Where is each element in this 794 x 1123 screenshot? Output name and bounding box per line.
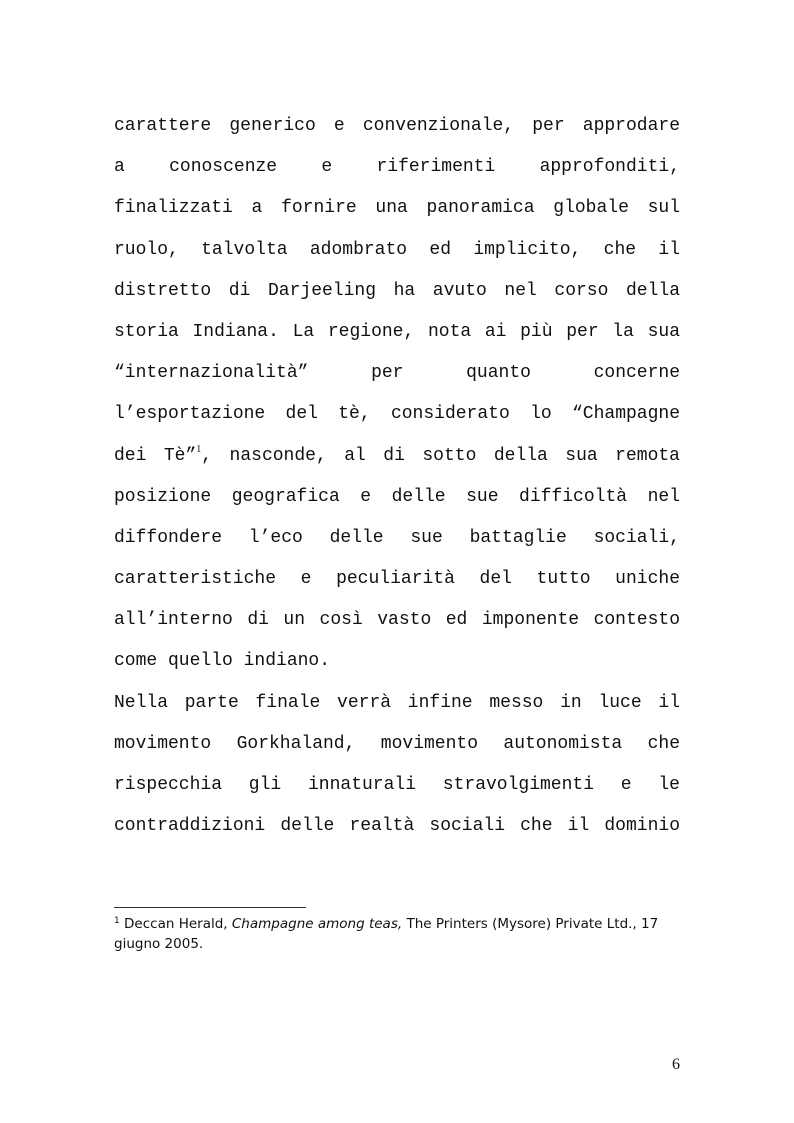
footnote-title: Champagne among teas,	[231, 916, 403, 932]
text-line-18: contraddizioni delle realtà sociali che il dominio	[114, 816, 680, 837]
footnote	[114, 914, 680, 954]
page-number: 6	[672, 1056, 680, 1073]
text-line-11: diffondere l’eco delle sue battaglie sociali,	[114, 527, 680, 548]
text-line-16: movimento Gorkhaland, movimento autonomista che	[114, 733, 680, 754]
body-text	[114, 108, 680, 849]
footnote-publisher: The Printers (Mysore) Private Ltd., 17 giugno 2005.	[114, 916, 659, 952]
text-line-14: come quello indiano.	[114, 651, 331, 672]
text-line-3: finalizzati a fornire una panoramica globale sul	[114, 198, 680, 219]
footnote-author: Deccan Herald,	[119, 916, 232, 932]
text-line-12: caratteristiche e peculiarità del tutto uniche	[114, 569, 680, 590]
text-line-1: carattere generico e convenzionale, per approdare	[114, 116, 680, 136]
text-line-6: storia Indiana. La regione, nota ai più per la sua	[114, 321, 680, 342]
text-line-2: a conoscenze e riferimenti approfonditi,	[114, 157, 680, 178]
text-line-8: l’esportazione del tè, considerato lo “Champagne	[114, 404, 680, 425]
text-line-17: rispecchia gli innaturali stravolgimenti e le	[114, 775, 680, 795]
footnote-marker: 1	[114, 916, 120, 926]
text-line-15: Nella parte finale verrà infine messo in luce il	[114, 692, 680, 713]
footnote-reference[interactable]: 1	[196, 443, 202, 455]
text-line-9	[114, 438, 680, 479]
text-line-7: “internazionalità” per quanto concerne	[114, 363, 680, 384]
text-line-9-end: , nasconde, al di sotto della sua remota	[201, 445, 680, 466]
text-line-4: ruolo, talvolta adombrato ed implicito, che il	[114, 239, 680, 260]
text-line-9-start: dei Tè”	[114, 445, 197, 466]
text-line-5: distretto di Darjeeling ha avuto nel corso della	[114, 280, 680, 301]
text-line-13: all’interno di un così vasto ed imponente contesto	[114, 610, 680, 631]
footnote-separator	[114, 907, 306, 908]
text-line-10: posizione geografica e delle sue difficoltà nel	[114, 486, 680, 507]
